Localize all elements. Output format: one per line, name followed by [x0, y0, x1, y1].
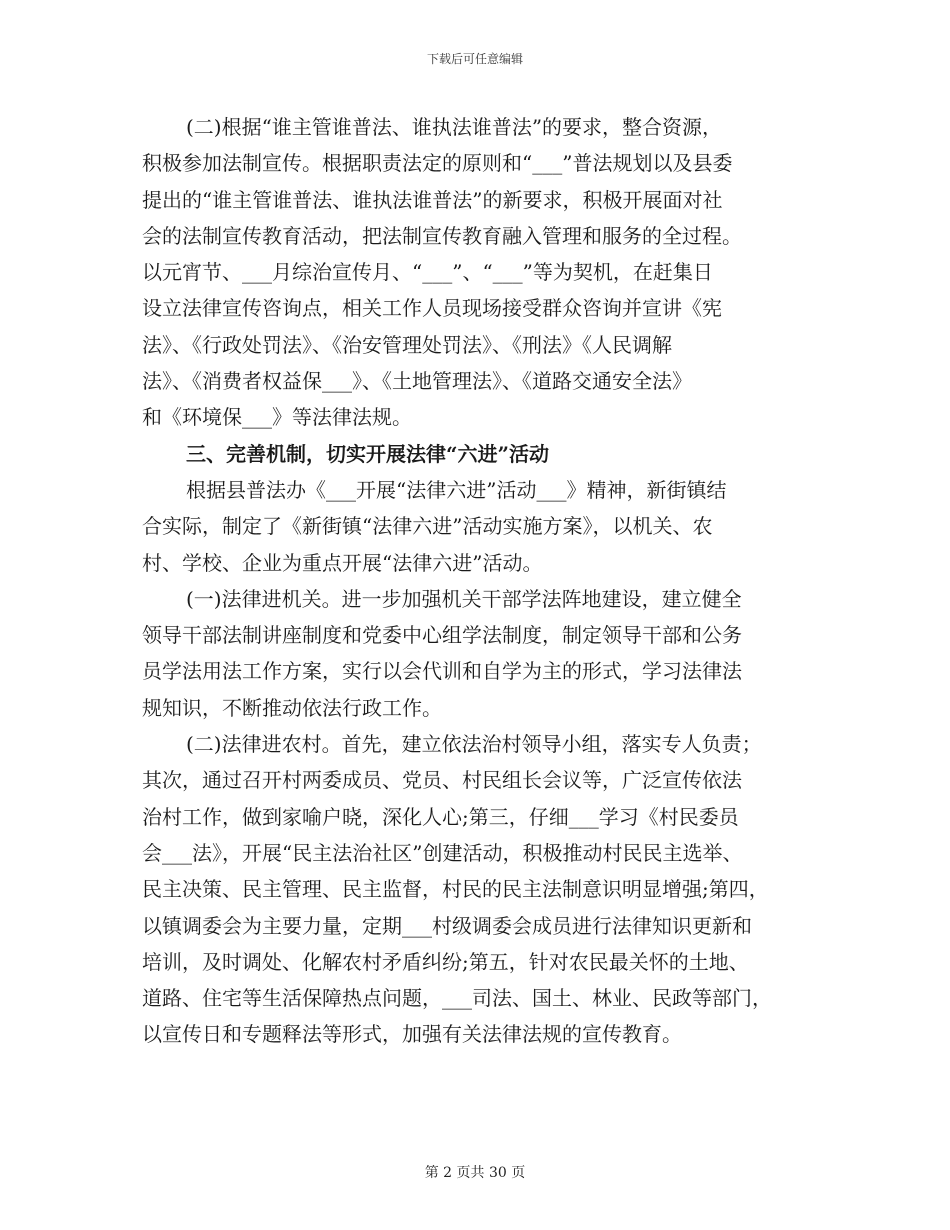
text-line: (二)法律进农村。首先，建立依法治村领导小组，落实专人负责； [186, 732, 762, 757]
text-line: 员学法用法工作方案，实行以会代训和自学为主的形式，学习法律法 [142, 659, 742, 684]
text-line: 民主决策、民主管理、民主监督，村民的民主法制意识明显增强;第四， [142, 877, 769, 902]
text-line: 积极参加法制宣传。根据职责法定的原则和“___”普法规划以及县委 [142, 151, 733, 176]
text-line: 其次，通过召开村两委成员、党员、村民组长会议等，广泛宣传依法 [142, 768, 742, 793]
text-line: 和《环境保___》等法律法规。 [142, 405, 412, 430]
text-line: 以镇调委会为主要力量，定期___村级调委会成员进行法律知识更新和 [142, 913, 752, 938]
document-body [142, 109, 812, 1053]
text-line: 法》、《消费者权益保___》、《土地管理法》、《道路交通安全法》 [142, 369, 692, 394]
text-line: (二)根据“谁主管谁普法、谁执法谁普法”的要求，整合资源， [186, 115, 723, 139]
text-line: 提出的“谁主管谁普法、谁执法谁普法”的新要求，积极开展面对社 [142, 187, 723, 212]
text-line: 村、学校、企业为重点开展“法律六进”活动。 [142, 550, 543, 575]
text-line: 合实际，制定了《新街镇“法律六进”活动实施方案》，以机关、农 [142, 514, 713, 539]
text-line: 领导干部法制讲座制度和党委中心组学法制度，制定领导干部和公务 [142, 623, 742, 648]
text-line: 法》、《行政处罚法》、《治安管理处罚法》、《刑法》《人民调解 [142, 332, 672, 357]
section-heading: 三、完善机制，切实开展法律“六进”活动 [186, 441, 550, 466]
text-line: 道路、住宅等生活保障热点问题，___司法、国土、林业、民政等部门， [142, 986, 772, 1011]
page-footer: 第 2 页共 30 页 [424, 1165, 526, 1181]
text-line: 治村工作，做到家喻户晓，深化人心;第三，仔细___学习《村民委员 [142, 804, 739, 829]
text-line: 以元宵节、___月综治宣传月、“___”、“___”等为契机，在赶集日 [142, 260, 713, 285]
text-line: (一)法律进机关。进一步加强机关干部学法阵地建设，建立健全 [186, 586, 742, 611]
text-line: 根据县普法办《___开展“法律六进”活动___》精神，新街镇结 [186, 477, 727, 502]
text-line: 培训，及时调处、化解农村矛盾纠纷;第五，针对农民最关怀的土地、 [142, 949, 749, 974]
text-line: 以宣传日和专题释法等形式，加强有关法律法规的宣传教育。 [142, 1022, 682, 1047]
text-line: 设立法律宣传咨询点，相关工作人员现场接受群众咨询并宣讲《宪 [142, 296, 722, 321]
text-line: 会___法》，开展“民主法治社区”创建活动，积极推动村民民主选举、 [142, 840, 743, 865]
text-line: 规知识，不断推动依法行政工作。 [142, 695, 442, 720]
text-line: 会的法制宣传教育活动，把法制宣传教育融入管理和服务的全过程。 [142, 223, 742, 248]
page-header: 下载后可任意编辑 [426, 52, 523, 66]
